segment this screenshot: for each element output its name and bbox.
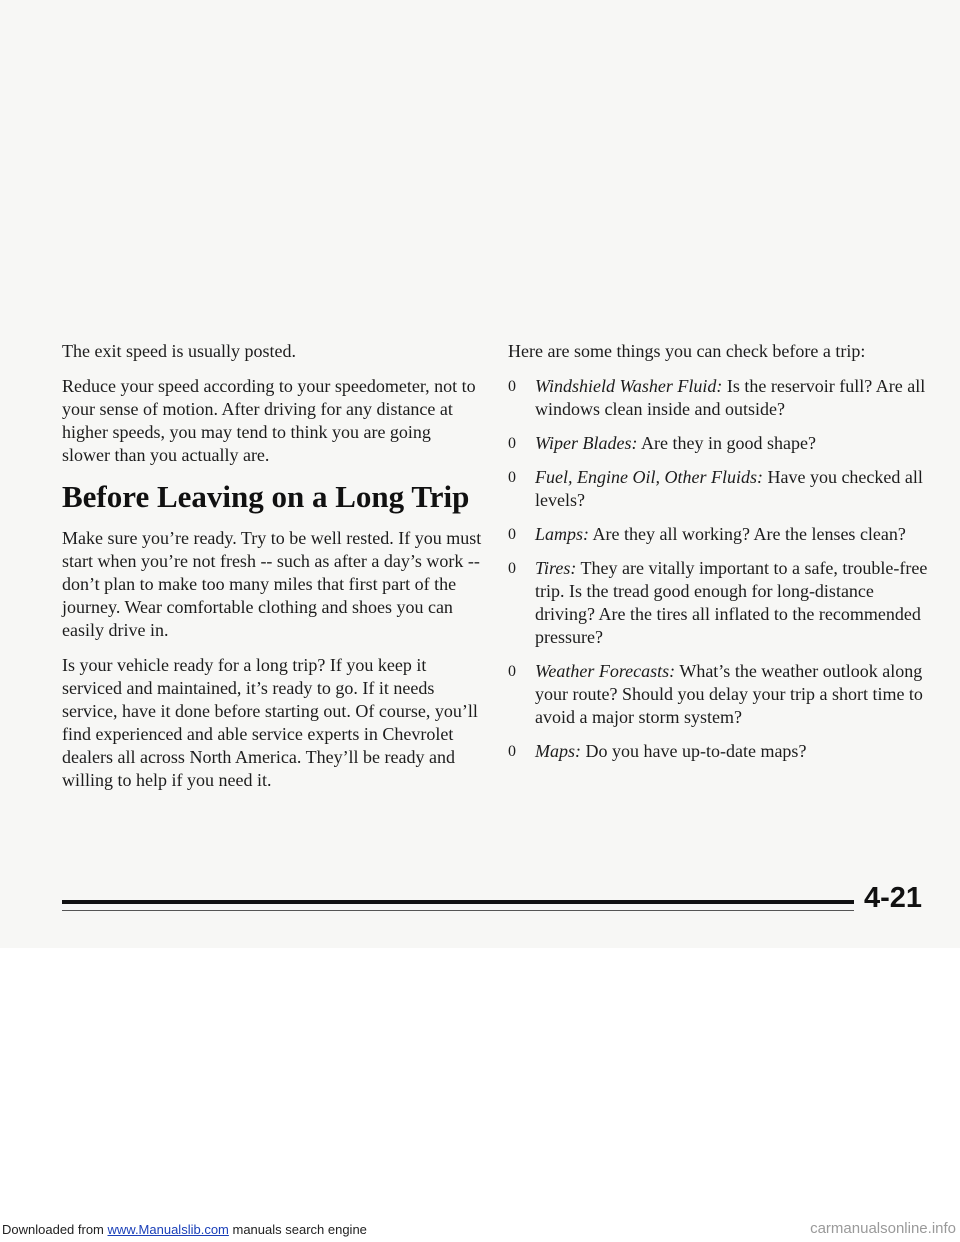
item-term: Fuel, Engine Oil, Other Fluids: (535, 467, 763, 487)
footer-rule (62, 900, 854, 904)
download-banner (0, 1218, 960, 1242)
item-text: What’s the weather outlook along your route? Should you delay your trip a short time to avoid a major storm system? (535, 661, 923, 727)
bullet-marker: 0 (508, 378, 516, 395)
item-text: Is the reservoir full? Are all windows clean inside and outside? (535, 376, 926, 419)
list-item (508, 523, 928, 546)
list-item (508, 557, 928, 649)
item-term: Lamps: (535, 524, 590, 544)
page-number: 4-21 (864, 882, 923, 914)
download-credit (2, 1222, 367, 1237)
bullet-marker: 0 (508, 435, 516, 452)
item-term: Weather Forecasts: (535, 661, 676, 681)
checklist-intro: Here are some things you can check before a trip: (508, 341, 866, 361)
right-column (508, 340, 928, 774)
item-term: Wiper Blades: (535, 433, 638, 453)
left-column (62, 340, 482, 804)
bullet-marker: 0 (508, 743, 516, 760)
item-text: Are they all working? Are the lenses clean? (589, 524, 906, 544)
list-item (508, 466, 928, 512)
item-text: They are vitally important to a safe, trouble-free trip. Is the tread good enough for long-distance driving? Are the tires all inflated to the recommended pressure? (535, 558, 928, 647)
bullet-marker: 0 (508, 560, 516, 577)
checklist (508, 375, 928, 763)
bullet-marker: 0 (508, 526, 516, 543)
watermark: carmanualsonline.info (810, 1220, 956, 1237)
list-item (508, 660, 928, 729)
footer-rule-thin (62, 910, 854, 911)
section-heading: Before Leaving on a Long Trip (62, 479, 470, 514)
paragraph-vehicle-ready: Is your vehicle ready for a long trip? If you keep it serviced and maintained, it’s ready to go. If it needs service, have it done before starting out. Of course, you’ll find experienced and able service experts in Chevrolet dealers all across North America. They’ll be ready and willing to help if you need it. (62, 655, 478, 790)
list-item (508, 375, 928, 421)
paragraph-reduce-speed: Reduce your speed according to your speedometer, not to your sense of motion. After driving for any distance at higher speeds, you may tend to think you are going slower than you actually are. (62, 376, 476, 465)
paragraph-be-ready: Make sure you’re ready. Try to be well rested. If you must start when you’re not fresh -- such as after a day’s work -- don’t plan to make too many miles that first part of the journey. Wear comfortable clothing and shoes you can easily drive in. (62, 528, 482, 640)
item-term: Maps: (535, 741, 581, 761)
item-term: Tires: (535, 558, 577, 578)
bullet-marker: 0 (508, 469, 516, 486)
list-item (508, 740, 928, 763)
item-text: Have you checked all levels? (535, 467, 923, 510)
item-text: Do you have up-to-date maps? (581, 741, 807, 761)
credit-prefix: Downloaded from (2, 1222, 108, 1237)
item-term: Windshield Washer Fluid: (535, 376, 723, 396)
credit-suffix: manuals search engine (228, 1222, 367, 1237)
manualslib-link[interactable]: www.Manualslib.com (107, 1222, 229, 1237)
paragraph-exit-speed: The exit speed is usually posted. (62, 341, 296, 361)
bullet-marker: 0 (508, 663, 516, 680)
list-item (508, 432, 928, 455)
item-text: Are they in good shape? (637, 433, 816, 453)
